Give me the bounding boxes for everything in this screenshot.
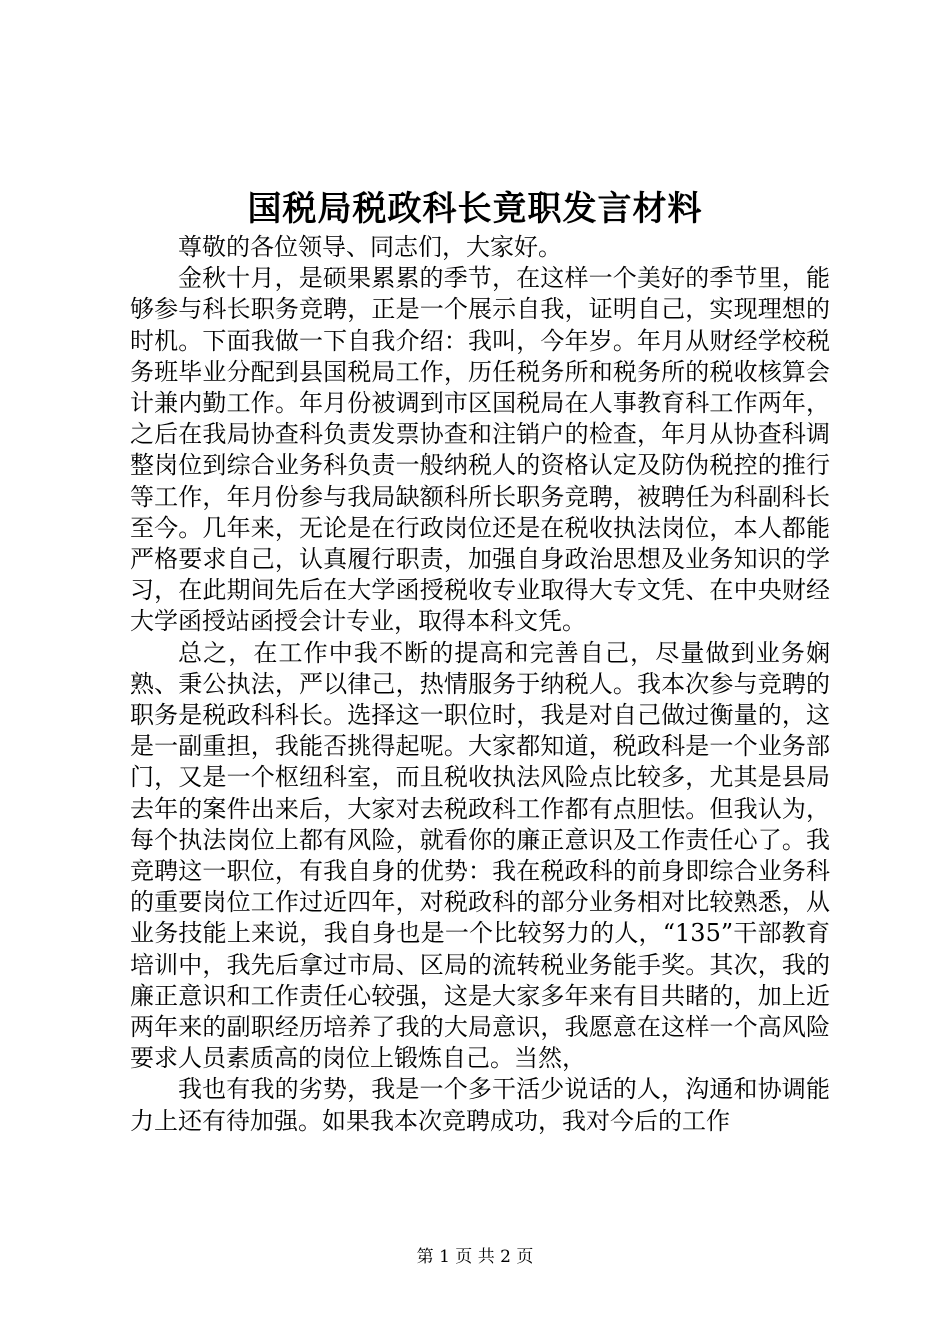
document-body bbox=[130, 232, 830, 1137]
page-footer: 第 1 页 共 2 页 bbox=[416, 1247, 534, 1267]
paragraph-greeting: 尊敬的各位领导、同志们，大家好。 bbox=[178, 233, 562, 261]
document-title: 国税局税政科长竟职发言材料 bbox=[247, 189, 703, 229]
paragraph-disadvantages: 我也有我的劣势，我是一个多干活少说话的人，沟通和协调能力上还有待加强。如果我本次竞聘成功，我对今后的工作 bbox=[130, 1075, 830, 1135]
paragraph-introduction: 金秋十月，是硕果累累的季节，在这样一个美好的季节里，能够参与科长职务竞聘，正是一个展示自我，证明自己，实现理想的时机。下面我做一下自我介绍：我叫，今年岁。年月从财经学校税务班毕业分配到县国税局工作，历任税务所和税务所的税收核算会计兼内勤工作。年月份被调到市区国税局在人事教育科工作两年，之后在我局协查科负责发票协查和注销户的检查，年月从协查科调整岗位到综合业务科负责一般纳税人的资格认定及防伪税控的推行等工作，年月份参与我局缺额科所长职务竞聘，被聘任为科副科长至今。几年来，无论是在行政岗位还是在税收执法岗位，本人都能严格要求自己，认真履行职责，加强自身政治思想及业务知识的学习，在此期间先后在大学函授税收专业取得大专文凭、在中央财经大学函授站函授会计专业，取得本科文凭。 bbox=[130, 264, 830, 636]
paragraph-advantages: 总之，在工作中我不断的提高和完善自己，尽量做到业务娴熟、秉公执法，严以律己，热情服务于纳税人。我本次参与竞聘的职务是税政科科长。选择这一职位时，我是对自己做过衡量的，这是一副重担，我能否挑得起呢。大家都知道，税政科是一个业务部门，又是一个枢纽科室，而且税收执法风险点比较多，尤其是县局去年的案件出来后，大家对去税政科工作都有点胆怯。但我认为，每个执法岗位上都有风险，就看你的廉正意识及工作责任心了。我竞聘这一职位，有我自身的优势：我在税政科的前身即综合业务科的重要岗位工作过近四年，对税政科的部分业务相对比较熟悉，从业务技能上来说，我自身也是一个比较努力的人，“135”干部教育培训中，我先后拿过市局、区局的流转税业务能手奖。其次，我的廉正意识和工作责任心较强，这是大家多年来有目共睹的，加上近两年来的副职经历培养了我的大局意识，我愿意在这样一个高风险要求人员素质高的岗位上锻炼自己。当然， bbox=[130, 638, 830, 1073]
